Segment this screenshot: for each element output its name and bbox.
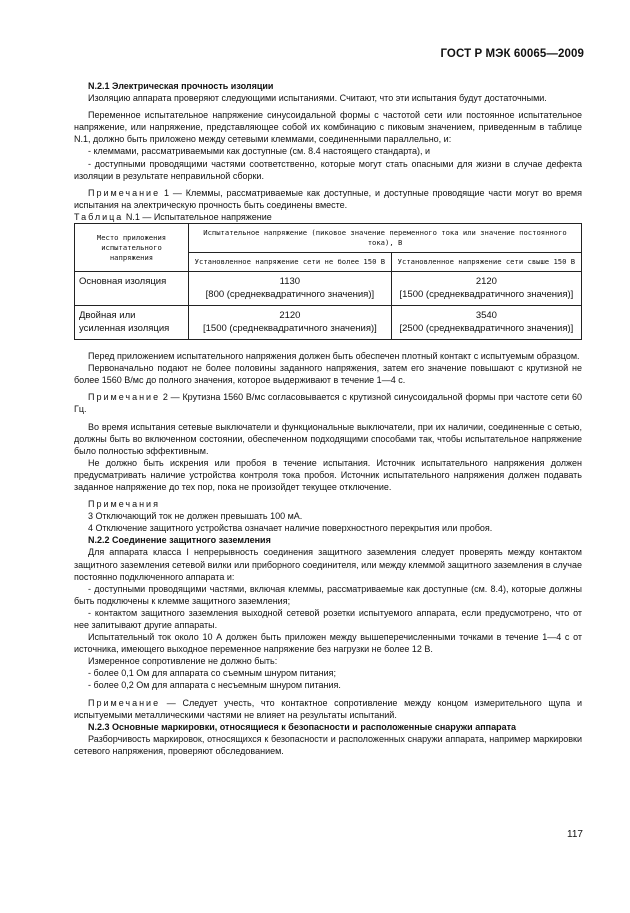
table-label: Таблица xyxy=(74,211,124,222)
paragraph: Перед приложением испытательного напряжения должен быть обеспечен плотный контакт с испытуемым образцом. xyxy=(88,351,580,362)
group-header: Испытательное напряжение (пиковое значение переменного тока или значение постоянного тока), В xyxy=(189,224,582,253)
note-label: Примечание xyxy=(88,392,161,403)
note-1 xyxy=(74,187,582,211)
paragraph: Изоляцию аппарата проверяют следующими испытаниями. Считают, что эти испытания будут достаточными. xyxy=(88,93,547,104)
paragraph: Испытательный ток около 10 А должен быть приложен между вышеперечисленными точками в течение 1—4 с от источника, имеющего выходное переменное напряжение без нагрузки не более 12 В. xyxy=(74,632,582,655)
list-item: - доступными проводящими частями соответственно, которые могут стать опасными для жизни в случае дефекта изоляции в результате неправильной сборки. xyxy=(74,158,582,181)
note-text: 2 — Крутизна 1560 В/мс согласовывается с крутизной синусоидальной формы при частоте сети 60 Гц. xyxy=(74,392,582,415)
table-row xyxy=(75,306,582,340)
list-item: - более 0,2 Ом для аппарата с несъемным шнуром питания. xyxy=(88,680,341,691)
paragraph: Разборчивость маркировок, относящихся к безопасности и расположенных снаружи аппарата, например маркировки сетевого напряжения, проверяют обследованием. xyxy=(74,733,582,756)
list-item: - контактом защитного заземления выходной сетевой розетки испытуемого аппарата, если предусмотрено, что от нее запитывают другие аппараты. xyxy=(74,607,582,630)
table-title: N.1 — Испытательное напряжение xyxy=(125,211,272,222)
note-label: Примечание xyxy=(88,697,161,708)
notes-label: Примечания xyxy=(88,499,160,510)
note-3: 3 Отключающий ток не должен превышать 100 мА. xyxy=(88,511,303,522)
section-title-n22: N.2.2 Соединение защитного заземления xyxy=(88,535,271,546)
row-label: Основная изоляция xyxy=(75,272,189,306)
note-text: 1 — Клеммы, рассматриваемые как доступные, и доступные проводящие части могут во время испытания на электрическую прочность быть соединены вместе. xyxy=(74,187,582,210)
paragraph: Измеренное сопротивление не должно быть: xyxy=(88,656,278,667)
value: 2120 xyxy=(475,276,497,288)
value-rms: [800 (среднеквадратичного значения)] xyxy=(205,288,375,300)
table-header-row xyxy=(75,224,582,253)
table-caption xyxy=(74,211,582,223)
table-cell xyxy=(391,306,581,340)
page-number: 117 xyxy=(567,829,583,840)
note-5 xyxy=(74,697,582,721)
list-item: - более 0,1 Ом для аппарата со съемным шнуром питания; xyxy=(88,668,337,679)
note-text: — Следует учесть, что контактное сопротивление между концом измерительного щупа и испытуемыми металлическими частями не влияет на результаты испытаний. xyxy=(74,697,582,720)
col1-header: Место приложения испытательного напряжения xyxy=(75,224,189,272)
value-rms: [2500 (среднеквадратичного значения)] xyxy=(399,322,574,334)
paragraph: Первоначально подают не более половины заданного напряжения, затем его значение повышают с крутизной не более 1560 В/мс до полного значения, которое выдерживают в течение 1—4 с. xyxy=(74,363,582,386)
paragraph: Для аппарата класса I непрерывность соединения защитного заземления следует проверять между контактом защитного заземления сетевой вилки или приборного соединителя, или между клеммой защитного заземления в случае постоянно подключенного аппарата и: xyxy=(74,547,582,582)
paragraph: Переменное испытательное напряжение синусоидальной формы с частотой сети или постоянное испытательное напряжение, или напряжение, представляющее собой их комбинацию с пиковым значением, приведенным в таблице N.1, должно быть приложено между сетевыми клеммами, соединенными параллельно, и: xyxy=(74,110,582,145)
standard-header: ГОСТ Р МЭК 60065—2009 xyxy=(440,48,584,60)
list-item: - доступными проводящими частями, включая клеммы, рассматриваемые как доступные (см. 8.4), которые должны быть подключены к клемме защитного заземления; xyxy=(74,583,582,606)
table-cell xyxy=(391,272,581,306)
section-title-n23: N.2.3 Основные маркировки, относящиеся к безопасности и расположенные снаружи аппарата xyxy=(88,721,517,732)
value: 3540 xyxy=(475,310,497,322)
subheader-1: Установленное напряжение сети не более 150 В xyxy=(189,253,392,272)
page-content xyxy=(74,80,582,757)
paragraph: Не должно быть искрения или пробоя в течение испытания. Источник испытательного напряжения должен предусматривать наличие устройства контроля тока пробоя. Источник испытательного напряжения должен подавать заданное напряжение до тех пор, пока не произойдет текущее отключение. xyxy=(74,457,582,492)
table-row xyxy=(75,272,582,306)
list-item: - клеммами, рассматриваемыми как доступные (см. 8.4 настоящего стандарта), и xyxy=(88,146,431,157)
value: 1130 xyxy=(279,276,301,288)
section-title-n21: N.2.1 Электрическая прочность изоляции xyxy=(88,81,274,91)
table-cell xyxy=(189,272,392,306)
value-rms: [1500 (среднеквадратичного значения)] xyxy=(399,288,574,300)
subheader-2: Установленное напряжение сети свыше 150 В xyxy=(391,253,581,272)
note-4: 4 Отключение защитного устройства означает наличие поверхностного перекрытия или пробоя. xyxy=(88,523,493,534)
test-voltage-table xyxy=(74,223,582,340)
table-cell xyxy=(189,306,392,340)
row-label: Двойная или усиленная изоляция xyxy=(75,306,189,340)
value-rms: [1500 (среднеквадратичного значения)] xyxy=(203,322,377,334)
note-2 xyxy=(74,391,582,415)
paragraph: Во время испытания сетевые выключатели и функциональные выключатели, при их наличии, соединенные с сетью, должны быть во включенном состоянии, обеспеченном подходящими способами так, чтобы испытательное напряжение было полностью эффективным. xyxy=(74,421,582,456)
value: 2120 xyxy=(279,310,301,322)
note-label: Примечание xyxy=(88,187,161,198)
